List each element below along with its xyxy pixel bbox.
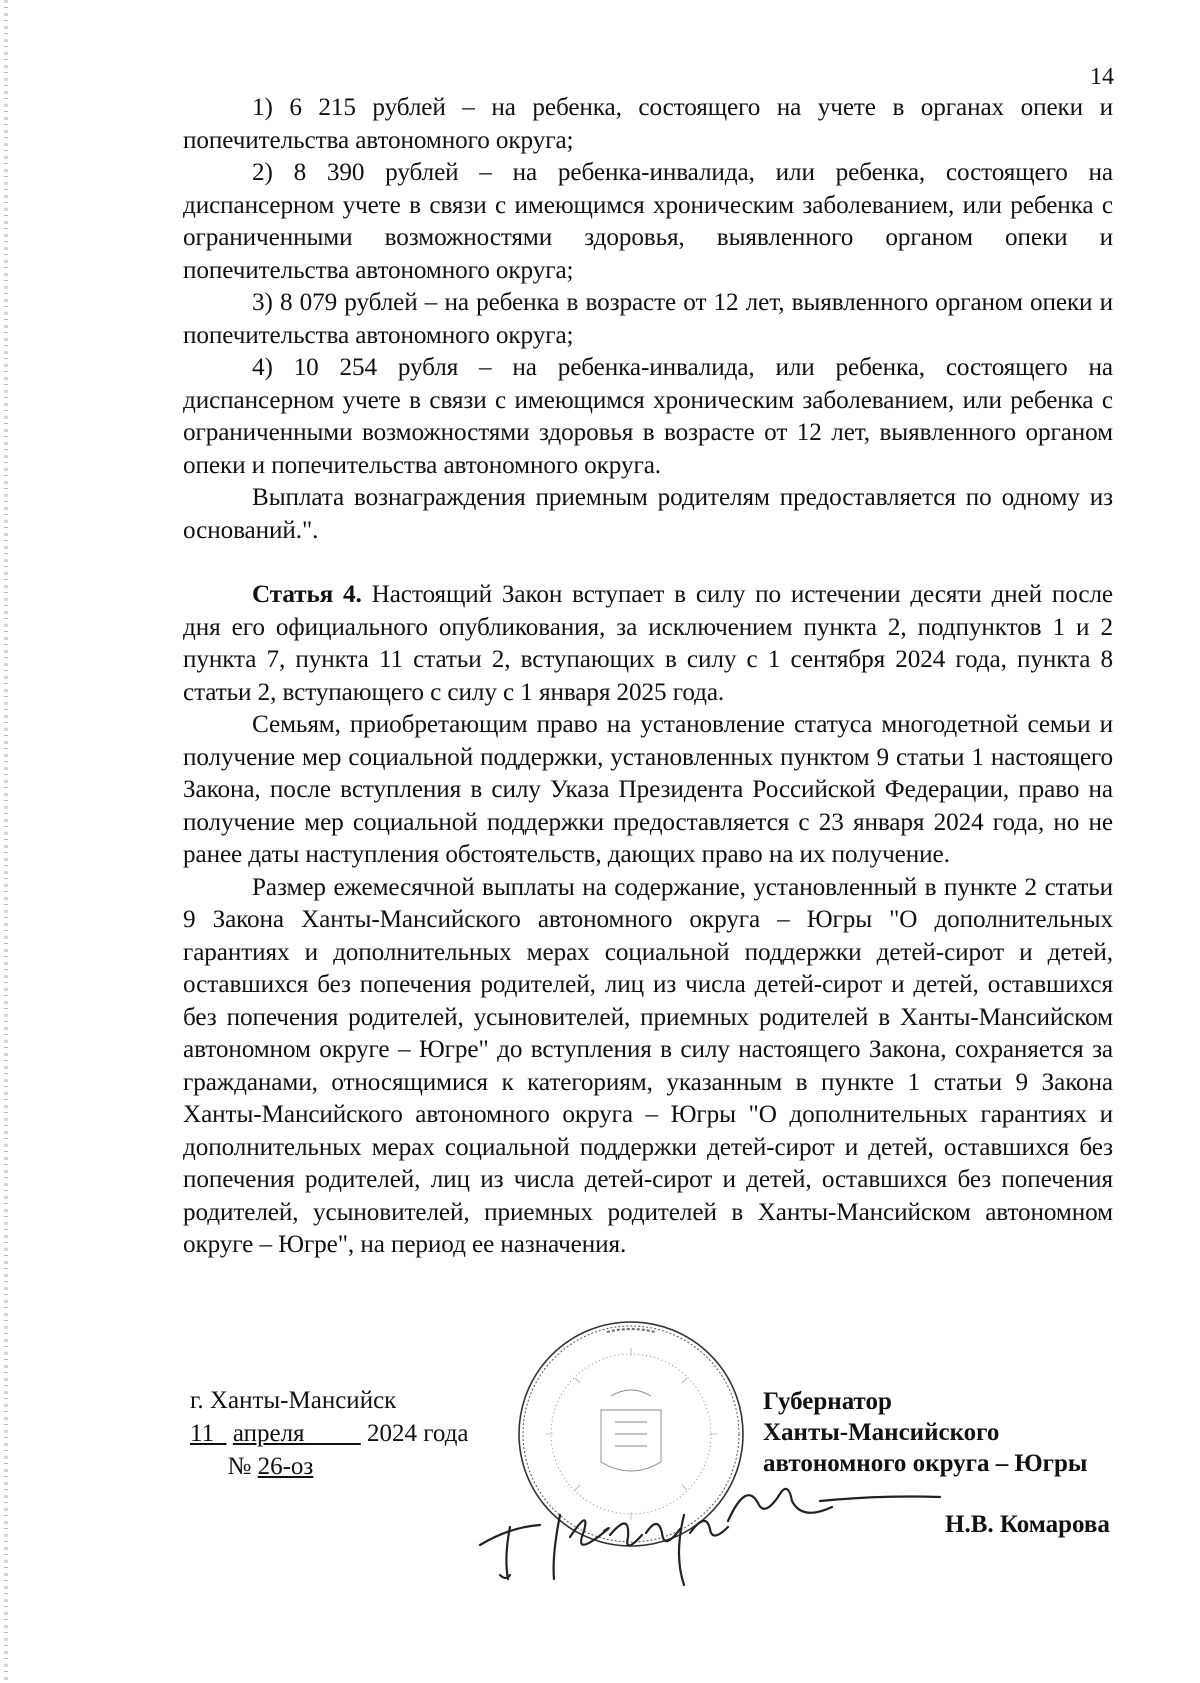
handwritten-signature-icon [470, 1475, 950, 1595]
law-number-line [190, 1450, 469, 1483]
paragraph-payment-basis: Выплата вознаграждения приемным родителям предоставляется по одному из оснований.". [183, 484, 1113, 544]
city: г. Ханты-Мансийск [190, 1387, 397, 1414]
paragraph-monthly-payment: Размер ежемесячной выплаты на содержание, установленный в пункте 2 статьи 9 Закона Ханты-Мансийского автономного округа – Югры "О дополнительных гарантиях и дополнительных мерах социальной поддержки детей-сирот и детей, оставшихся без попечения родителей, лиц из числа детей-сирот и детей, оставшихся без попечения родителей, усыновителей, приемных родителей в Ханты-Мансийском автономном округе – Югре" до вступления в силу настоящего Закона, сохраняется за гражданами, относящимися к категориям, указанным в пункте 1 статьи 9 Закона Ханты-Мансийского автономного округа – Югры "О дополнительных гарантиях и дополнительных мерах социальной поддержки детей-сирот и детей, оставшихся без попечения родителей, лиц из числа детей-сирот и детей, оставшихся без попечения родителей, усыновителей, приемных родителей в Ханты-Мансийском автономном округе – Югре", на период ее назначения. [183, 873, 1113, 1258]
article-4-heading: Статья 4. [252, 581, 362, 608]
date-line [190, 1417, 469, 1450]
article-4 [183, 579, 1113, 709]
date-day: 11 [190, 1420, 215, 1447]
paragraph-item-2: 2) 8 390 рублей – на ребенка-инвалида, или ребенка, состоящего на диспансерном учете в связи с имеющимся хроническим заболеванием, или ребенка с ограниченными возможностями здоровья, выявленного органом опеки и попечительства автономного округа; [183, 159, 1113, 284]
paragraph-item-4: 4) 10 254 рубля – на ребенка-инвалида, или ребенка, состоящего на диспансерном учете в связи с имеющимся хроническим заболеванием, или ребенка с ограниченными возможностями здоровья в возрасте от 12 лет, выявленного органом опеки и попечительства автономного округа. [183, 354, 1113, 479]
paragraph-large-families: Семьям, приобретающим право на установление статуса многодетной семьи и получение мер социальной поддержки, установленных пунктом 9 статьи 1 настоящего Закона, после вступления в силу Указа Президента Российской Федерации, право на получение мер социальной поддержки предоставляется с 23 января 2024 года, но не ранее даты наступления обстоятельств, дающих право на их получение. [183, 711, 1113, 868]
document-body [183, 92, 1113, 1262]
law-number-prefix: № [227, 1453, 258, 1480]
page-number: 14 [1090, 64, 1114, 90]
signatory-title-line-2: Ханты-Мансийского [763, 1419, 1000, 1446]
paragraph-item-3: 3) 8 079 рублей – на ребенка в возрасте от 12 лет, выявленного органом опеки и попечительства автономного округа; [183, 289, 1113, 349]
date-year: 2024 года [367, 1420, 469, 1447]
signatory-name: Н.В. Комарова [945, 1511, 1110, 1538]
document-footer-left [190, 1384, 469, 1483]
paragraph-item-1: 1) 6 215 рублей – на ребенка, состоящего на учете в органах опеки и попечительства автономного округа; [183, 94, 1113, 154]
date-month: апреля [232, 1420, 305, 1447]
signatory-title-line-3: автономного округа – Югры [763, 1450, 1088, 1477]
article-4-text: Настоящий Закон вступает в силу по истечении десяти дней после дня его официального опубликования, за исключением пункта 2, подпунктов 1 и 2 пункта 7, пункта 11 статьи 2, вступающих в силу с 1 сентября 2024 года, пункта 8 статьи 2, вступающего с силу с 1 января 2025 года. [183, 581, 1113, 706]
signatory-title [763, 1386, 1087, 1479]
law-number: 26-оз [257, 1453, 314, 1480]
signatory-title-line-1: Губернатор [763, 1388, 892, 1415]
scan-edge [4, 0, 8, 1683]
